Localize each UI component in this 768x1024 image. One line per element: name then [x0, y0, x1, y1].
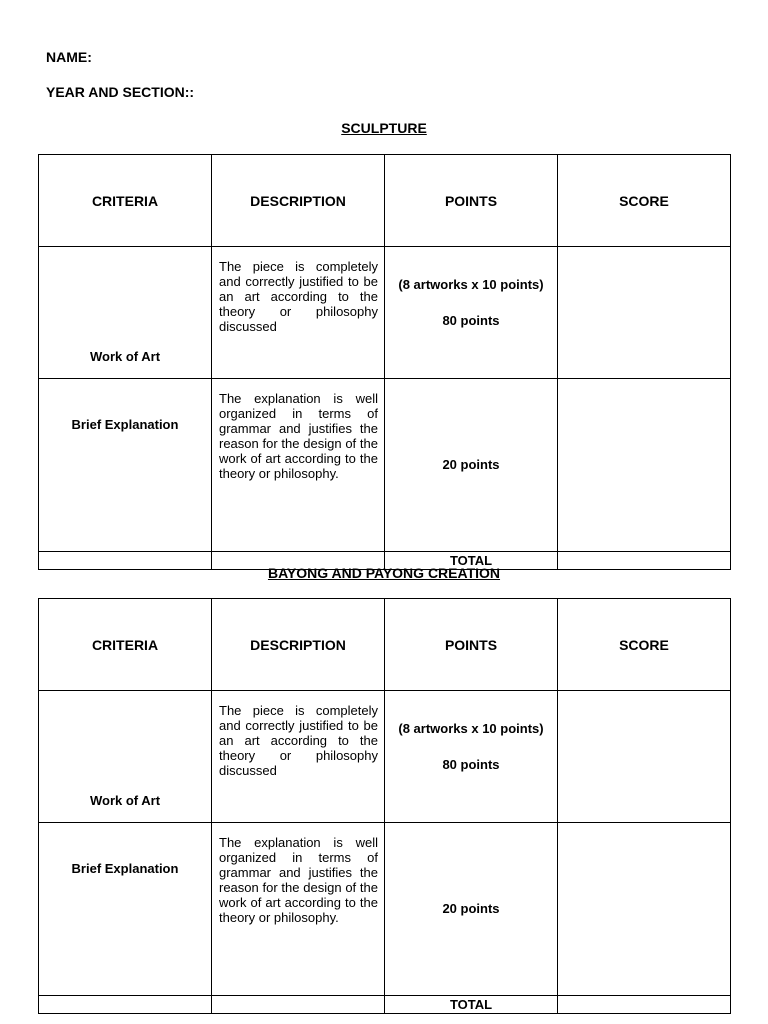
- points-total: 80 points: [442, 313, 500, 328]
- table-header-row: [39, 599, 731, 691]
- points-cell: 20 points: [385, 379, 558, 552]
- criteria-cell: Brief Explanation: [39, 823, 212, 996]
- column-header-description: DESCRIPTION: [212, 155, 385, 247]
- total-empty-cell: [212, 996, 385, 1014]
- column-header-score: SCORE: [558, 599, 731, 691]
- points-cell: [385, 247, 558, 379]
- name-label: NAME:: [46, 49, 92, 65]
- description-cell: The piece is completely and correctly justified to be an art according to the theory or philosophy discussed: [212, 691, 385, 823]
- table-row: [39, 379, 731, 552]
- rubric-title: SCULPTURE: [341, 120, 427, 136]
- criteria-cell: Work of Art: [39, 691, 212, 823]
- points-cell: 20 points: [385, 823, 558, 996]
- total-label: TOTAL: [385, 996, 558, 1014]
- points-total: 80 points: [442, 757, 500, 772]
- total-empty-cell: [39, 996, 212, 1014]
- points-breakdown: (8 artworks x 10 points): [398, 277, 544, 292]
- description-cell: The explanation is well organized in terms of grammar and justifies the reason for the design of the work of art according to the theory or philosophy.: [212, 823, 385, 996]
- score-cell: [558, 247, 731, 379]
- score-cell: [558, 379, 731, 552]
- points-cell: [385, 691, 558, 823]
- total-label: TOTAL: [385, 552, 558, 570]
- total-row: [39, 996, 731, 1014]
- column-header-criteria: CRITERIA: [39, 599, 212, 691]
- column-header-points: POINTS: [385, 599, 558, 691]
- table-row: [39, 247, 731, 379]
- points-breakdown: (8 artworks x 10 points): [398, 721, 544, 736]
- column-header-points: POINTS: [385, 155, 558, 247]
- rubric-table: [38, 154, 731, 570]
- total-score-cell: [558, 996, 731, 1014]
- criteria-cell: Brief Explanation: [39, 379, 212, 552]
- table-header-row: [39, 155, 731, 247]
- rubric-table: [38, 598, 731, 1014]
- table-row: [39, 823, 731, 996]
- column-header-score: SCORE: [558, 155, 731, 247]
- score-cell: [558, 691, 731, 823]
- criteria-cell: Work of Art: [39, 247, 212, 379]
- table-row: [39, 691, 731, 823]
- column-header-description: DESCRIPTION: [212, 599, 385, 691]
- description-cell: The explanation is well organized in terms of grammar and justifies the reason for the design of the work of art according to the theory or philosophy.: [212, 379, 385, 552]
- description-cell: The piece is completely and correctly justified to be an art according to the theory or philosophy discussed: [212, 247, 385, 379]
- rubric-title: BAYONG AND PAYONG CREATION: [267, 565, 501, 581]
- column-header-criteria: CRITERIA: [39, 155, 212, 247]
- score-cell: [558, 823, 731, 996]
- year-section-label: YEAR AND SECTION::: [46, 84, 195, 100]
